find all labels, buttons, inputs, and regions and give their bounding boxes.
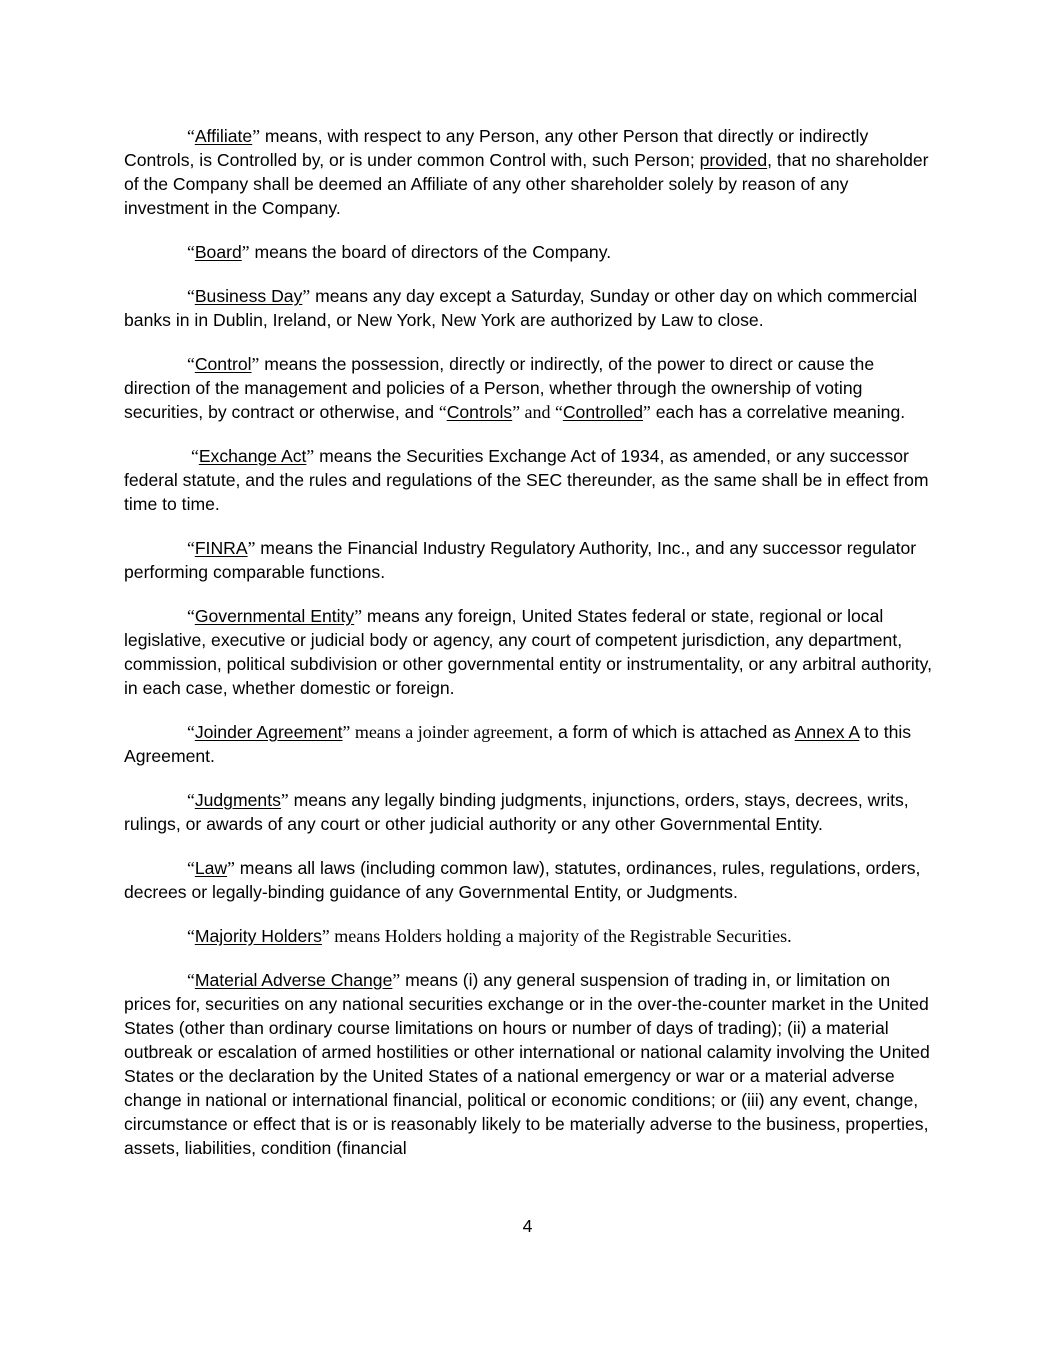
open-quote: “ bbox=[187, 606, 195, 626]
definition-text: means any day except a Saturday, Sunday or other day on which commercial banks in in Dublin, Ireland, or New York, New York are authorized by Law to close. bbox=[124, 286, 918, 330]
definition-text: means the Securities Exchange Act of 1934, as amended, or any successor federal statute, and the rules and regulations of the SEC thereunder, as the same shall be in effect from time to time. bbox=[124, 446, 929, 514]
defined-term-majority-holders: Majority Holders bbox=[194, 926, 322, 946]
annex-a-reference: Annex A bbox=[794, 722, 860, 742]
definition-text: means the board of directors of the Company. bbox=[249, 242, 612, 262]
close-quote: ” bbox=[643, 402, 651, 422]
open-quote: “ bbox=[438, 402, 447, 422]
definition-text: means, with respect to any Person, any other Person that directly or indirectly Controls, is Controlled by, or is under common Control with, such Person; bbox=[124, 126, 869, 170]
close-quote: ” bbox=[392, 970, 401, 990]
open-quote: “ bbox=[187, 242, 195, 262]
open-quote: “ bbox=[191, 446, 199, 466]
open-quote: “ bbox=[187, 538, 195, 558]
definition-text: each has a correlative meaning. bbox=[650, 402, 906, 422]
definition-business-day bbox=[124, 284, 934, 332]
close-quote: ” bbox=[302, 286, 311, 306]
provided-term: provided bbox=[699, 150, 768, 170]
close-quote: ” bbox=[280, 790, 289, 810]
open-quote: “ bbox=[187, 354, 195, 374]
page-number: 4 bbox=[522, 1216, 533, 1236]
definition-exchange-act bbox=[124, 444, 934, 516]
defined-term-governmental-entity: Governmental Entity bbox=[194, 606, 355, 626]
definition-judgments bbox=[124, 788, 934, 836]
definition-finra bbox=[124, 536, 934, 584]
definition-text: , that no shareholder of the Company shall be deemed an Affiliate of any other shareholder solely by reason of any investment in the Company. bbox=[124, 150, 929, 218]
defined-term-board: Board bbox=[194, 242, 242, 262]
definition-material-adverse-change bbox=[124, 968, 934, 1160]
defined-term-judgments: Judgments bbox=[194, 790, 281, 810]
defined-term-joinder-agreement: Joinder Agreement bbox=[194, 722, 343, 742]
defined-term-affiliate: Affiliate bbox=[194, 126, 253, 146]
close-quote: ” bbox=[321, 926, 330, 946]
definition-text: and bbox=[520, 402, 556, 422]
close-quote: ” bbox=[247, 538, 256, 558]
open-quote: “ bbox=[555, 402, 563, 422]
open-quote: “ bbox=[187, 926, 195, 946]
definition-governmental-entity bbox=[124, 604, 934, 700]
open-quote: “ bbox=[187, 790, 195, 810]
definition-text: means any foreign, United States federal or state, regional or local legislative, executive or judicial body or agency, any court of competent jurisdiction, any department, commission, political subdivision or other governmental entity or instrumentality, or any arbitral authority, in each case, whether domestic or foreign. bbox=[124, 606, 933, 698]
definition-text: means a joinder agreement bbox=[350, 722, 549, 742]
defined-term-finra: FINRA bbox=[194, 538, 248, 558]
definitions-section bbox=[124, 124, 934, 1180]
defined-term-material-adverse-change: Material Adverse Change bbox=[194, 970, 393, 990]
defined-term-law: Law bbox=[194, 858, 228, 878]
definition-text: to this Agreement. bbox=[124, 722, 912, 766]
definition-control bbox=[124, 352, 934, 424]
defined-term-exchange-act: Exchange Act bbox=[198, 446, 307, 466]
definition-text: , a form of which is attached as bbox=[548, 722, 795, 742]
defined-term-business-day: Business Day bbox=[194, 286, 303, 306]
definition-law bbox=[124, 856, 934, 904]
close-quote: ” bbox=[252, 126, 261, 146]
definition-text: means (i) any general suspension of trading in, or limitation on prices for, securities on any national securities exchange or in the over-the-counter market in the United States (other than ordinary course limitations on hours or number of days of trading); (ii) a material outbreak or escalation of armed hostilities or other international or national calamity involving the United States or the declaration by the United States of a national emergency or war or a material adverse change in national or international financial, political or economic conditions; or (iii) any event, change, circumstance or effect that is or is reasonably likely to be materially adverse to the business, properties, assets, liabilities, condition (financial bbox=[124, 970, 930, 1158]
close-quote: ” bbox=[354, 606, 363, 626]
close-quote: ” bbox=[241, 242, 250, 262]
open-quote: “ bbox=[187, 858, 195, 878]
defined-term-controlled: Controlled bbox=[562, 402, 644, 422]
definition-majority-holders bbox=[124, 924, 934, 948]
open-quote: “ bbox=[187, 126, 195, 146]
definition-joinder-agreement bbox=[124, 720, 934, 768]
close-quote: ” bbox=[251, 354, 260, 374]
definition-text: means the Financial Industry Regulatory Authority, Inc., and any successor regulator performing comparable functions. bbox=[124, 538, 917, 582]
open-quote: “ bbox=[187, 286, 195, 306]
definition-text: means all laws (including common law), statutes, ordinances, rules, regulations, orders, decrees or legally-binding guidance of any Governmental Entity, or Judgments. bbox=[124, 858, 921, 902]
open-quote: “ bbox=[187, 722, 195, 742]
definition-text: means the possession, directly or indirectly, of the power to direct or cause the direction of the management and policies of a Person, whether through the ownership of voting securities, by contract or otherwise, and bbox=[124, 354, 875, 422]
close-quote: ” bbox=[342, 722, 351, 742]
close-quote: ” bbox=[512, 402, 521, 422]
close-quote: ” bbox=[306, 446, 315, 466]
definition-text: means any legally binding judgments, injunctions, orders, stays, decrees, writs, rulings, or awards of any court or other judicial authority or any other Governmental Entity. bbox=[124, 790, 909, 834]
defined-term-controls: Controls bbox=[446, 402, 513, 422]
open-quote: “ bbox=[187, 970, 195, 990]
definition-board bbox=[124, 240, 934, 264]
definition-affiliate bbox=[124, 124, 934, 220]
close-quote: ” bbox=[227, 858, 235, 878]
definition-text: means Holders holding a majority of the Registrable Securities. bbox=[329, 926, 792, 946]
defined-term-control: Control bbox=[194, 354, 252, 374]
